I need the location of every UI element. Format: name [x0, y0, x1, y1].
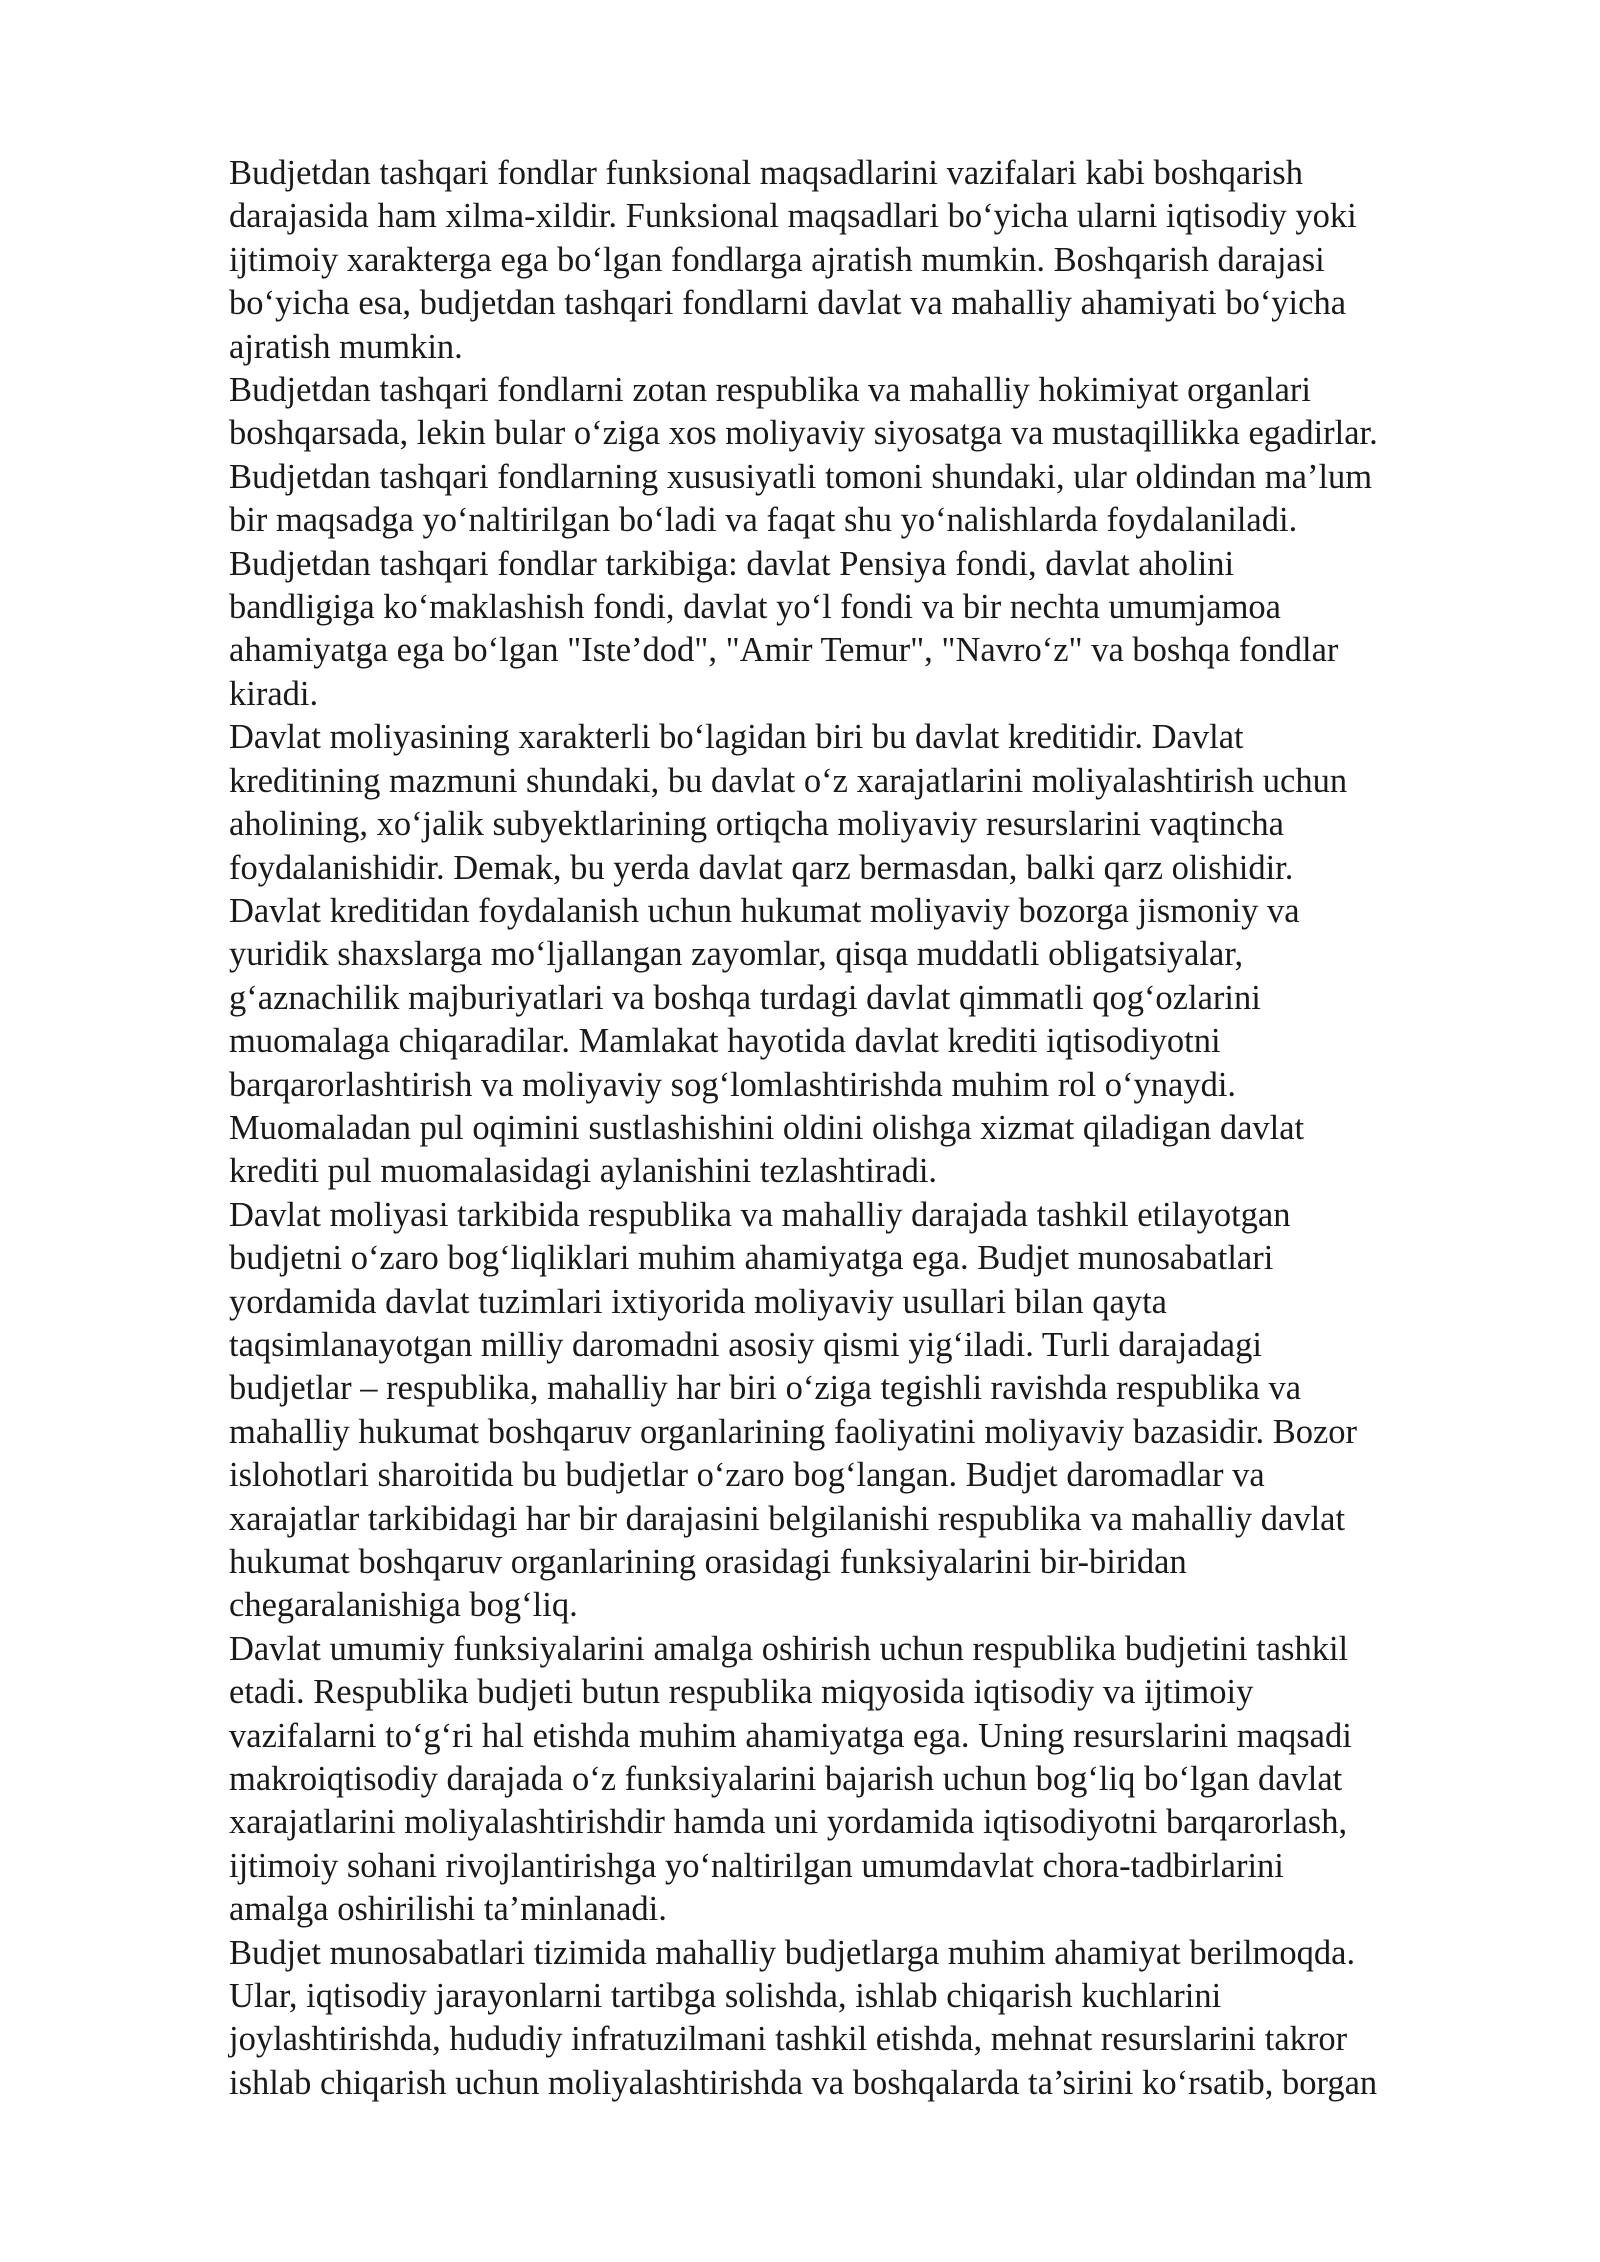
text-line: budjetlar – respublika, mahalliy har biri o‘ziga tegishli ravishda respublika va — [229, 1369, 1302, 1408]
text-line: kiradi. — [229, 674, 319, 713]
text-line: Davlat moliyasi tarkibida respublika va mahalliy darajada tashkil etilayotgan — [229, 1195, 1291, 1234]
text-line: muomalaga chiqaradilar. Mamlakat hayotida davlat krediti iqtisodiyotni — [229, 1022, 1221, 1061]
text-line: krediti pul muomalasidagi aylanishini tezlashtiradi. — [229, 1152, 938, 1191]
text-line: bandligiga ko‘maklashish fondi, davlat yo‘l fondi va bir nechta umumjamoa — [229, 588, 1281, 627]
text-line: mahalliy hukumat boshqaruv organlarining faoliyatini moliyaviy bazasidir. Bozor — [229, 1412, 1358, 1451]
text-line: etadi. Respublika budjeti butun respublika miqyosida iqtisodiy va ijtimoiy — [229, 1673, 1254, 1712]
text-line: Budjetdan tashqari fondlarning xususiyatli tomoni shundaki, ular oldindan ma’lum — [229, 457, 1373, 496]
text-line: Muomaladan pul oqimini sustlashishini oldini olishga xizmat qiladigan davlat — [229, 1108, 1305, 1147]
text-line: Davlat umumiy funksiyalarini amalga oshirish uchun respublika budjetini tashkil — [229, 1629, 1349, 1668]
text-line: aholining, xo‘jalik subyektlarining ortiqcha moliyaviy resurslarini vaqtincha — [229, 805, 1284, 844]
text-line: Ular, iqtisodiy jarayonlarni tartibga solishda, ishlab chiqarish kuchlarini — [229, 1977, 1222, 2016]
text-line: chegaralanishiga bog‘liq. — [229, 1586, 578, 1625]
text-line: Davlat kreditidan foydalanish uchun hukumat moliyaviy bozorga jismoniy va — [229, 891, 1300, 930]
text-line: hukumat boshqaruv organlarining orasidagi funksiyalarini bir-biridan — [229, 1543, 1187, 1581]
text-line: ishlab chiqarish uchun moliyalashtirishda va boshqalarda ta’sirini ko‘rsatib, borgan — [229, 2063, 1378, 2102]
text-line: yuridik shaxslarga mo‘ljallangan zayomlar, qisqa muddatli obligatsiyalar, — [229, 935, 1244, 974]
text-line: Budjetdan tashqari fondlar tarkibiga: davlat Pensiya fondi, davlat aholini — [229, 544, 1235, 583]
text-line: g‘aznachilik majburiyatlari va boshqa turdagi davlat qimmatli qog‘ozlarini — [229, 978, 1261, 1017]
text-line: vazifalarni to‘g‘ri hal etishda muhim ahamiyatga ega. Uning resurslarini maqsadi — [229, 1716, 1352, 1755]
text-line: bo‘yicha esa, budjetdan tashqari fondlarni davlat va mahalliy ahamiyati bo‘yicha — [229, 284, 1347, 323]
text-line: ijtimoiy sohani rivojlantirishga yo‘naltirilgan umumdavlat chora-tadbirlarini — [229, 1846, 1284, 1885]
text-line: kreditining mazmuni shundaki, bu davlat o‘z xarajatlarini moliyalashtirish uchun — [229, 761, 1348, 800]
text-line: ijtimoiy xarakterga ega bo‘lgan fondlarga ajratish mumkin. Boshqarish darajasi — [229, 240, 1325, 279]
text-line: ahamiyatga ega bo‘lgan "Iste’dod", "Amir Temur", "Navro‘z" va boshqa fondlar — [229, 631, 1339, 670]
text-line: darajasida ham xilma-xildir. Funksional maqsadlari bo‘yicha ularni iqtisodiy yoki — [229, 197, 1357, 236]
text-line: foydalanishidir. Demak, bu yerda davlat qarz bermasdan, balki qarz olishidir. — [229, 848, 1294, 887]
text-line: budjetni o‘zaro bog‘liqliklari muhim ahamiyatga ega. Budjet munosabatlari — [229, 1239, 1274, 1278]
document-body — [229, 152, 1489, 2105]
text-line: ajratish mumkin. — [229, 327, 463, 366]
text-line: Davlat moliyasining xarakterli bo‘lagidan biri bu davlat kreditidir. Davlat — [229, 718, 1244, 757]
text-line: xarajatlar tarkibidagi har bir darajasini belgilanishi respublika va mahalliy davlat — [229, 1499, 1346, 1538]
text-line: boshqarsada, lekin bular o‘ziga xos moliyaviy siyosatga va mustaqillikka egadirlar. — [229, 414, 1378, 453]
text-line: Budjetdan tashqari fondlarni zotan respublika va mahalliy hokimiyat organlari — [229, 371, 1311, 410]
text-line: xarajatlarini moliyalashtirishdir hamda uni yordamida iqtisodiyotni barqarorlash, — [229, 1803, 1348, 1842]
text-line: joylashtirishda, hududiy infratuzilmani tashkil etishda, mehnat resurslarini takror — [229, 2020, 1348, 2059]
text-line: islohotlari sharoitida bu budjetlar o‘zaro bog‘langan. Budjet daromadlar va — [229, 1456, 1265, 1495]
text-line: Budjetdan tashqari fondlar funksional maqsadlarini vazifalari kabi boshqarish — [229, 154, 1303, 192]
text-line: Budjet munosabatlari tizimida mahalliy budjetlarga muhim ahamiyat berilmoqda. — [229, 1933, 1356, 1972]
text-line: yordamida davlat tuzimlari ixtiyorida moliyaviy usullari bilan qayta — [229, 1282, 1167, 1321]
text-line: amalga oshirilishi ta’minlanadi. — [229, 1890, 667, 1929]
text-line: taqsimlanayotgan milliy daromadni asosiy qismi yig‘iladi. Turli darajadagi — [229, 1325, 1262, 1364]
text-line: makroiqtisodiy darajada o‘z funksiyalarini bajarish uchun bog‘liq bo‘lgan davlat — [229, 1760, 1343, 1799]
text-line: barqarorlashtirish va moliyaviy sog‘lomlashtirishda muhim rol o‘ynaydi. — [229, 1065, 1237, 1104]
text-line: bir maqsadga yo‘naltirilgan bo‘ladi va faqat shu yo‘nalishlarda foydalaniladi. — [229, 501, 1298, 540]
